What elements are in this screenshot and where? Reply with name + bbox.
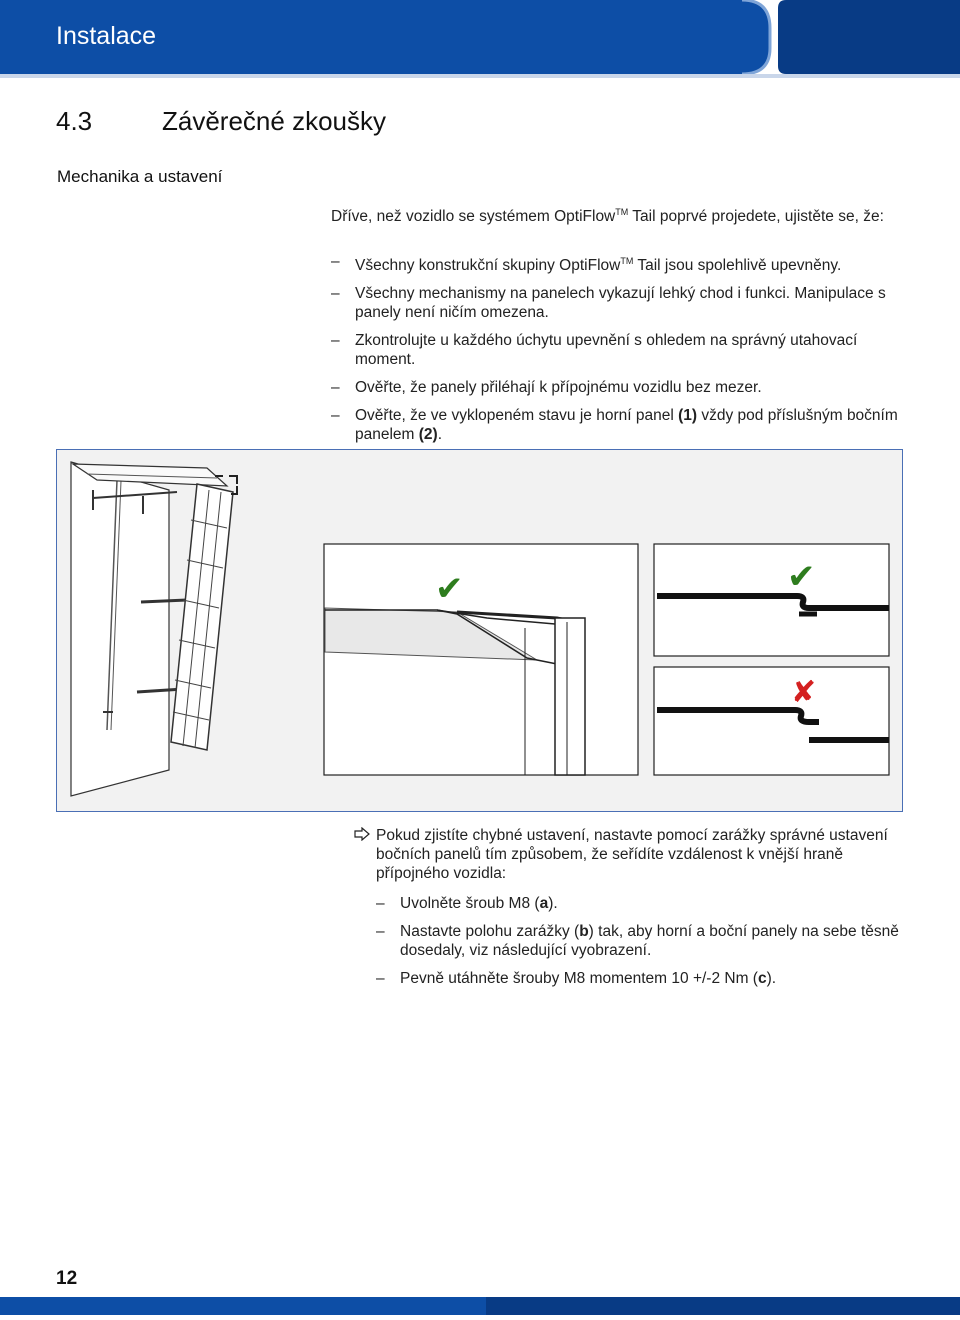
ref-letter: a bbox=[539, 895, 549, 912]
installation-figure bbox=[56, 449, 903, 812]
footer-band bbox=[0, 1297, 960, 1315]
dash-bullet: – bbox=[331, 253, 340, 270]
header-title: Instalace bbox=[56, 22, 157, 50]
item-text: Tail jsou spolehlivě upevněny. bbox=[633, 257, 842, 275]
list-item bbox=[331, 284, 901, 322]
item-text: ). bbox=[766, 970, 777, 987]
dash-bullet: – bbox=[331, 285, 340, 303]
dash-bullet: – bbox=[331, 332, 340, 350]
note-text: Pokud zjistíte chybné ustavení, nastavte pomocí zarážky správné ustavení bočních panelů tím způsobem, že seřídíte vzdálenost k vnější hraně přípojného vozidla: bbox=[376, 827, 888, 882]
cross-mark-icon: ✘ bbox=[791, 675, 817, 710]
item-text: Ověřte, že panely přiléhají k přípojnému vozidlu bez mezer. bbox=[355, 379, 762, 397]
dash-bullet: – bbox=[376, 970, 385, 987]
dash-bullet: – bbox=[376, 895, 385, 912]
detail-view-overview bbox=[324, 544, 638, 775]
item-text: Všechny mechanismy na panelech vykazují lehký chod i funkci. Manipulace s panely není ničím omezena. bbox=[355, 285, 886, 322]
header-bar bbox=[0, 0, 960, 78]
dash-bullet: – bbox=[331, 407, 340, 425]
section-number: 4.3 bbox=[56, 106, 93, 136]
check-mark-icon: ✔ bbox=[435, 569, 464, 609]
adjustment-steps bbox=[376, 894, 901, 997]
detail-view-correct bbox=[654, 544, 889, 656]
item-text: Uvolněte šroub M8 ( bbox=[400, 895, 540, 912]
subsection-heading: Mechanika a ustavení bbox=[57, 167, 223, 186]
item-text: Pevně utáhněte šrouby M8 momentem 10 +/-2 Nm ( bbox=[400, 970, 758, 987]
list-item bbox=[376, 969, 901, 988]
list-item bbox=[376, 894, 901, 913]
hollow-arrow-right-icon bbox=[354, 827, 370, 841]
footer-bar bbox=[0, 1297, 960, 1315]
list-item bbox=[331, 406, 901, 444]
dash-bullet: – bbox=[376, 923, 385, 940]
trademark-sup: TM bbox=[615, 207, 629, 217]
item-text: ). bbox=[548, 895, 558, 912]
ref-letter: b bbox=[579, 923, 589, 940]
detail-view-incorrect bbox=[654, 667, 889, 775]
list-item bbox=[331, 331, 901, 369]
trademark-sup: TM bbox=[620, 256, 634, 266]
section-heading bbox=[56, 106, 386, 137]
note-paragraph bbox=[354, 826, 899, 883]
ref-letter: c bbox=[757, 970, 767, 987]
item-text: Všechny konstrukční skupiny OptiFlow bbox=[355, 257, 621, 275]
item-text: Nastavte polohu zarážky ( bbox=[400, 923, 580, 940]
side-grid-panel-illustration bbox=[171, 484, 233, 750]
intro-text-b: Tail poprvé projedete, ujistěte se, že: bbox=[628, 208, 884, 226]
item-text: vždy pod příslušným bočním panelem bbox=[355, 407, 898, 444]
list-item bbox=[331, 252, 901, 275]
panel-ref-1: (1) bbox=[678, 407, 698, 425]
check-mark-icon: ✔ bbox=[787, 557, 816, 597]
intro-text-a: Dříve, než vozidlo se systémem OptiFlow bbox=[331, 208, 616, 226]
panel-diagram bbox=[57, 450, 902, 811]
item-text: Ověřte, že ve vyklopeném stavu je horní panel bbox=[355, 407, 679, 425]
item-text: Zkontrolujte u každého úchytu upevnění s ohledem na správný utahovací moment. bbox=[355, 332, 858, 369]
panel-ref-2: (2) bbox=[418, 426, 438, 444]
section-title: Závěrečné zkoušky bbox=[162, 106, 386, 136]
list-item bbox=[376, 922, 901, 960]
item-text: ) tak, aby horní a boční panely na sebe těsně dosedaly, viz následující vyobrazení. bbox=[400, 923, 899, 959]
page-number: 12 bbox=[56, 1268, 78, 1289]
checklist bbox=[331, 252, 901, 453]
intro-paragraph bbox=[331, 203, 901, 226]
item-text: . bbox=[437, 426, 443, 444]
list-item bbox=[331, 378, 901, 397]
dash-bullet: – bbox=[331, 379, 340, 397]
